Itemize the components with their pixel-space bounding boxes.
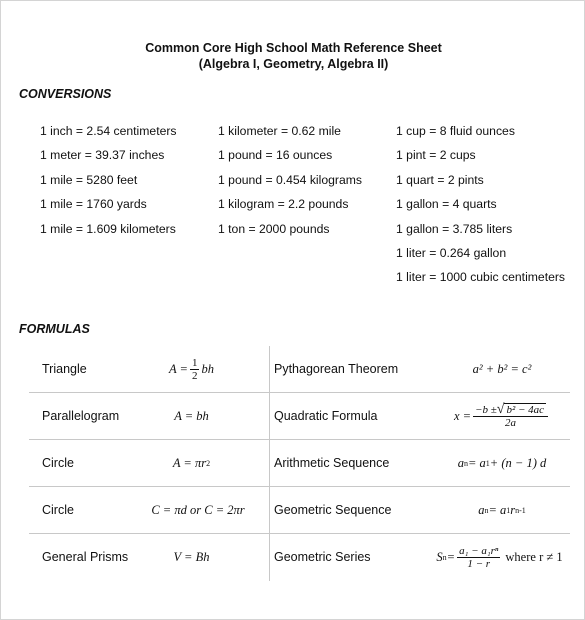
pythagorean-formula	[434, 346, 570, 392]
numerator: a₁ − a₁rⁿ	[459, 544, 499, 557]
conversions-column-3	[396, 123, 565, 294]
formula-text: V = Bh	[173, 549, 210, 564]
quadratic-formula	[434, 393, 570, 439]
formulas-table	[29, 346, 570, 580]
conversion-item: 1 liter = 1000 cubic centimeters	[396, 270, 566, 285]
numerator	[473, 403, 548, 417]
formula-text: a	[478, 502, 485, 517]
formula-row	[29, 534, 570, 580]
conversions-heading: CONVERSIONS	[19, 87, 112, 101]
formula-name: Geometric Series	[274, 550, 371, 564]
formula-text: C = πd or C = 2πr	[151, 502, 245, 517]
formula-text: A = bh	[174, 408, 209, 423]
formula-text: A =	[169, 361, 188, 376]
formula-text: where r ≠ 1	[505, 549, 563, 564]
conversion-item: 1 quart = 2 pints	[396, 172, 484, 187]
circle-area-formula	[144, 440, 239, 486]
formula-row	[29, 346, 570, 393]
conversion-item: 1 kilogram = 2.2 pounds	[218, 197, 349, 212]
conversion-item: 1 ton = 2000 pounds	[218, 221, 330, 236]
subscript: 1	[506, 505, 511, 515]
formula-condition	[505, 550, 562, 565]
formula-text: + (n − 1) d	[489, 455, 547, 470]
denominator: 2	[191, 369, 198, 382]
formula-row	[29, 393, 570, 440]
conversion-item: 1 gallon = 3.785 liters	[396, 221, 513, 236]
formula-text: r	[510, 502, 516, 517]
title-line-2: (Algebra I, Geometry, Algebra II)	[198, 56, 389, 71]
denominator: 2a	[505, 417, 517, 429]
formulas-heading: FORMULAS	[19, 322, 90, 336]
subscript: 1	[485, 458, 490, 468]
formula-name: Triangle	[42, 362, 87, 376]
formula-text: a² + b² = c²	[472, 361, 532, 376]
formula-text: =	[446, 549, 456, 564]
triangle-area-formula	[144, 346, 239, 392]
geometric-series-formula	[429, 534, 570, 580]
numerator: 1	[191, 356, 198, 369]
formula-name: Circle	[42, 456, 74, 470]
formula-row	[29, 440, 570, 487]
title-line-1: Common Core High School Math Reference Sheet	[145, 41, 442, 55]
formula-text: −b ±	[475, 404, 497, 416]
formula-text: a	[457, 455, 464, 470]
conversion-item: 1 inch = 2.54 centimeters	[40, 124, 177, 138]
conversion-item: 1 gallon = 4 quarts	[396, 197, 497, 212]
prism-volume-formula	[144, 534, 239, 580]
formula-text: S	[436, 549, 443, 564]
formula-text: = a	[488, 502, 507, 517]
exponent: n-1	[515, 505, 526, 515]
conversion-item: 1 pint = 2 cups	[396, 148, 476, 163]
arithmetic-sequence-formula	[434, 440, 570, 486]
formula-name: General Prisms	[42, 550, 129, 564]
formula-text: = a	[467, 455, 486, 470]
formula-text: bh	[201, 361, 214, 376]
formula-name: Geometric Sequence	[274, 503, 392, 517]
conversion-item: 1 pound = 16 ounces	[218, 148, 333, 163]
formula-name: Circle	[42, 503, 74, 517]
radical-sign: √	[496, 402, 505, 417]
denominator: 1 − r	[467, 557, 491, 570]
fraction	[473, 403, 548, 429]
conversion-item: 1 mile = 1760 yards	[40, 197, 147, 212]
subscript: n	[463, 458, 468, 468]
conversions-column-1	[40, 123, 177, 245]
formula-name: Pythagorean Theorem	[274, 362, 399, 376]
conversion-item: 1 meter = 39.37 inches	[40, 148, 165, 163]
geometric-sequence-formula	[434, 487, 570, 533]
fraction	[457, 545, 500, 570]
formula-text: x =	[453, 408, 472, 423]
formula-name: Quadratic Formula	[274, 409, 378, 423]
conversions-column-2	[218, 123, 362, 245]
subscript: n	[442, 552, 447, 562]
page-title	[1, 41, 585, 72]
formula-text: A = πr	[172, 455, 207, 470]
conversion-item: 1 mile = 5280 feet	[40, 172, 138, 187]
conversion-item: 1 kilometer = 0.62 mile	[218, 124, 341, 138]
conversion-item: 1 cup = 8 fluid ounces	[396, 124, 515, 138]
conversion-item: 1 liter = 0.264 gallon	[396, 245, 507, 260]
circle-circumference-formula	[137, 487, 259, 533]
parallelogram-area-formula	[144, 393, 239, 439]
radicand: b² − 4ac	[506, 404, 545, 416]
subscript: n	[484, 505, 489, 515]
formula-name: Arithmetic Sequence	[274, 456, 390, 470]
conversion-item: 1 mile = 1.609 kilometers	[40, 221, 176, 236]
exponent: 2	[206, 458, 211, 468]
formula-row	[29, 487, 570, 534]
formula-name: Parallelogram	[42, 409, 120, 423]
fraction	[190, 357, 200, 382]
conversion-item: 1 pound = 0.454 kilograms	[218, 172, 362, 187]
